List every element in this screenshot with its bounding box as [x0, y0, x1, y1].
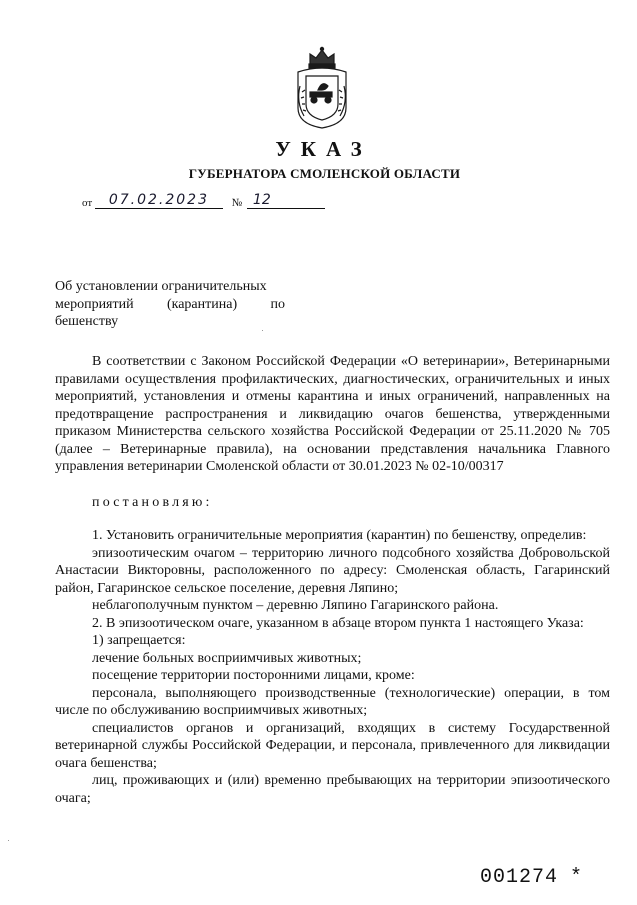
handwritten-date: 07.02.2023 — [95, 192, 223, 209]
document-body — [55, 353, 610, 807]
body-paragraph: посещение территории посторонними лицами, кроме: — [92, 668, 415, 683]
serial-mark: * — [570, 866, 584, 889]
subject-line: бешенству — [55, 314, 119, 329]
body-paragraph: персонала, выполняющего производственные (технологические) операции, в том числе по обслуживанию восприимчивых животных; — [55, 685, 610, 718]
body-paragraph: неблагополучным пунктом – деревню Ляпино Гагаринского района. — [92, 598, 499, 613]
number-label: № — [231, 197, 243, 209]
body-paragraph: специалистов органов и организаций, входящих в систему Государственной ветеринарной службы Российской Федерации, и персонала, привлеченного для ликвидации очага бешенства; — [55, 720, 610, 771]
subject-word: (карантина) — [166, 296, 238, 312]
subject-word: по — [270, 296, 285, 312]
subject-line-justified — [55, 296, 285, 314]
body-paragraph: 2. В эпизоотическом очаге, указанном в абзаце втором пункта 1 настоящего Указа: — [92, 615, 584, 631]
preamble-paragraph: В соответствии с Законом Российской Федерации «О ветеринарии», Ветеринарными правилами осуществления профилактических, диагностических, ограничительных и иных мероприятий, установления и отмены карантина и иных ограничений, направленных на предотвращение распространения и ликвидацию очагов бешенства, утвержденными приказом Министерства сельского хозяйства Российской Федерации от 25.11.2020 № 705 (далее – Ветеринарные правила), на основании представления начальника Главного управления ветеринарии Смоленской области от 30.01.2023 № 02-10/00317 — [55, 354, 610, 474]
handwritten-number: 12 — [247, 192, 325, 209]
smolensk-coat-of-arms-emblem — [294, 46, 350, 130]
body-paragraph: лиц, проживающих и (или) временно пребывающих на территории эпизоотического очага; — [55, 773, 610, 806]
serial-value: 001274 — [480, 866, 559, 889]
subject-block — [55, 278, 285, 331]
body-paragraph: лечение больных восприимчивых животных; — [92, 650, 362, 666]
serial-number — [480, 866, 583, 889]
body-paragraph: эпизоотическим очагом – территорию личного подсобного хозяйства Добровольской Анастасии Викторовны, расположенного по адресу: Смоленская область, Гагаринский район, Гагаринское сельское поселение, деревня Ляпино; — [55, 545, 610, 596]
date-number-line — [82, 192, 325, 209]
document-title: УКАЗ — [275, 137, 372, 161]
scan-speck — [8, 840, 9, 841]
date-label: от — [82, 197, 93, 209]
document-subtitle: ГУБЕРНАТОРА СМОЛЕНСКОЙ ОБЛАСТИ — [188, 166, 461, 181]
scan-speck — [262, 330, 263, 331]
decree-word: постановляю: — [92, 494, 213, 510]
body-paragraph: 1) запрещается: — [92, 633, 186, 648]
body-paragraph: 1. Установить ограничительные мероприятия (карантин) по бешенству, определив: — [92, 528, 587, 543]
subject-line: Об установлении ограничительных — [55, 279, 267, 294]
subject-word: мероприятий — [55, 296, 134, 312]
